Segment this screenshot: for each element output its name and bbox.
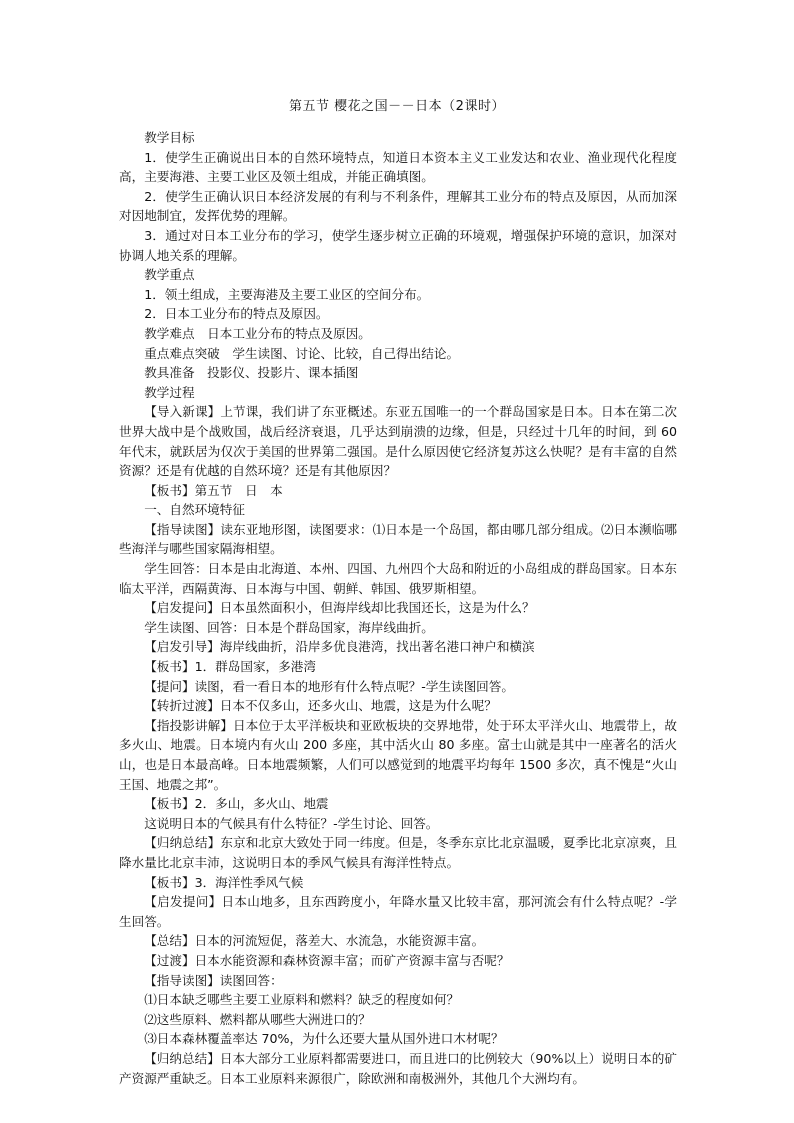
- paragraph: 2．使学生正确认识日本经济发展的有利与不利条件，理解其工业分布的特点及原因，从而加深对因地制宜，发挥优势的理解。: [119, 188, 677, 224]
- paragraph: 【过渡】日本水能资源和森林资源丰富；而矿产资源丰富与否呢？: [144, 952, 510, 968]
- paragraph: 【启发引导】海岸线曲折，沿岸多优良港湾，找出著名港口神户和横滨: [144, 639, 535, 655]
- paragraph: 【导入新课】上节课，我们讲了东亚概述。东亚五国唯一的一个群岛国家是日本。日本在第二次世界大战中是个战败国，战后经济衰退，几乎达到崩溃的边缘，但是，只经过十几年的时间，到 60 年代末，就跃居为仅次于美国的世界第二强国。是什么原因使它经济复苏这么快呢？是有丰富的自然资源？还是有优越的自然环境？还是有其他原因？: [119, 404, 677, 479]
- document-body: [119, 128, 677, 1088]
- paragraph: 【指导读图】读图回答：: [144, 972, 283, 988]
- paragraph: 【启发提问】日本虽然面积小，但海岸线却比我国还长，这是为什么？: [144, 600, 535, 616]
- paragraph: 1．领土组成，主要海港及主要工业区的空间分布。: [144, 286, 430, 302]
- paragraph: 3．通过对日本工业分布的学习，使学生逐步树立正确的环境观，增强保护环境的意识，加深对协调人地关系的理解。: [119, 227, 677, 263]
- paragraph: 【板书】1．群岛国家，多港湾: [144, 659, 316, 675]
- paragraph: 【提问】读图，看一看日本的地形有什么特点呢？-学生读图回答。: [144, 678, 514, 694]
- paragraph: 2．日本工业分布的特点及原因。: [144, 306, 329, 322]
- paragraph: 【板书】2．多山，多火山、地震: [144, 796, 329, 812]
- paragraph: 【转折过渡】日本不仅多山，还多火山、地震，这是为什么呢？: [144, 698, 497, 714]
- paragraph: 教学过程: [144, 384, 195, 400]
- paragraph: 【启发提问】日本山地多，且东西跨度小，年降水量又比较丰富，那河流会有什么特点呢？-学生回答。: [119, 894, 677, 929]
- paragraph: ⑴日本缺乏哪些主要工业原料和燃料？缺乏的程度如何？: [144, 992, 460, 1008]
- paragraph: 学生读图、回答：日本是个群岛国家，海岸线曲折。: [144, 619, 434, 635]
- paragraph: 学生回答：日本是由北海道、本州、四国、九州四个大岛和附近的小岛组成的群岛国家。日本东临太平洋，西隔黄海、日本海与中国、朝鲜、韩国、俄罗斯相望。: [119, 561, 677, 596]
- paragraph: 【归纳总结】日本大部分工业原料都需要进口，而且进口的比例较大（90%以上）说明日本的矿产资源严重缺乏。日本工业原料来源很广，除欧洲和南极洲外，其他几个大洲均有。: [119, 1050, 677, 1086]
- paragraph: 【指导读图】读东亚地形图，读图要求：⑴日本是一个岛国，都由哪几部分组成。⑵日本濒临哪些海洋与哪些国家隔海相望。: [119, 521, 677, 557]
- paragraph: 【板书】第五节 日 本: [144, 482, 283, 498]
- paragraph: 1．使学生正确说出日本的自然环境特点，知道日本资本主义工业发达和农业、渔业现代化程度高，主要海港、主要工业区及领土组成，并能正确填图。: [119, 149, 677, 185]
- paragraph: 【归纳总结】东京和北京大致处于同一纬度。但是，冬季东京比北京温暖，夏季比北京凉爽，且降水量比北京丰沛，这说明日本的季风气候具有海洋性特点。: [119, 835, 677, 870]
- paragraph: 一、自然环境特征: [144, 502, 245, 518]
- paragraph: ⑶日本森林覆盖率达 70%，为什么还要大量从国外进口木材呢？: [144, 1031, 504, 1047]
- paragraph: 教学重点: [144, 267, 195, 283]
- paragraph: 【板书】3．海洋性季风气候: [144, 874, 304, 890]
- paragraph: 【指投影讲解】日本位于太平洋板块和亚欧板块的交界地带，处于环太平洋火山、地震带上，故多火山、地震。日本境内有火山 200 多座，其中活火山 80 多座。富士山就是其中一座著名的活火山，也是日本最高峰。日本地震频繁，人们可以感觉到的地震平均每年 1500 多次，真不愧是“火山王国、地震之邦”。: [119, 717, 677, 792]
- paragraph: 教学难点 日本工业分布的特点及原因。: [144, 325, 371, 341]
- paragraph: 重点难点突破 学生读图、讨论、比较，自己得出结论。: [144, 345, 460, 361]
- paragraph: ⑵这些原料、燃料都从哪些大洲进口的？: [144, 1011, 371, 1027]
- paragraph: 这说明日本的气候具有什么特征？-学生讨论、回答。: [144, 815, 439, 831]
- document-title: 第五节 樱花之国－－日本（2课时）: [289, 99, 505, 114]
- paragraph: 教学目标: [144, 130, 195, 145]
- paragraph: 【总结】日本的河流短促，落差大、水流急，水能资源丰富。: [144, 933, 485, 949]
- paragraph: 教具准备 投影仪、投影片、课本插图: [144, 365, 359, 381]
